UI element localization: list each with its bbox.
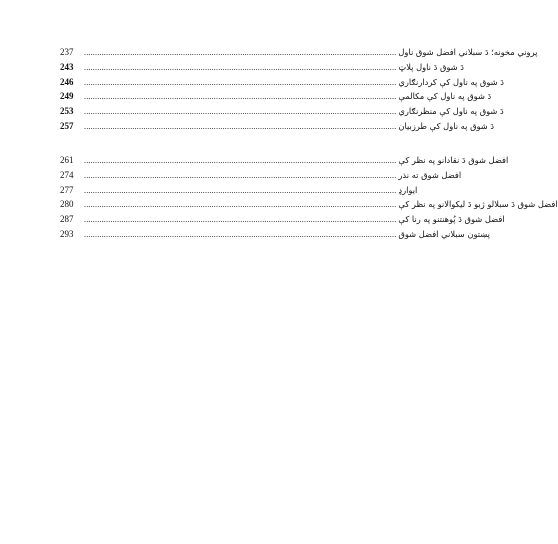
toc-entry-title: پروني مخونه؛ دَ سبلاني افضل شوق ناول xyxy=(398,47,538,57)
toc-entry[interactable] xyxy=(60,227,490,242)
toc-page-number: 293 xyxy=(60,228,74,239)
dot-leader: .............................................................................................................................................. xyxy=(84,62,397,72)
toc-entry[interactable] xyxy=(60,45,538,60)
toc-page-number: 277 xyxy=(60,184,74,195)
toc-page-number: 249 xyxy=(60,91,74,102)
toc-entry[interactable] xyxy=(60,60,464,75)
dot-leader: .............................................................................................................................................. xyxy=(84,121,397,131)
toc-entry-title: افضل شوق دَ پُوهنتنو په رنا کې xyxy=(398,214,505,225)
toc-entry[interactable] xyxy=(60,89,492,104)
toc-entry-title: دَ شوق په ناول کې کردارنګاري xyxy=(398,76,504,87)
dot-leader: .............................................................................................................................................. xyxy=(84,185,397,195)
toc-entry-title: افضل شوق ته نذر xyxy=(398,169,462,180)
toc-section-1 xyxy=(60,45,538,134)
toc-page-number: 246 xyxy=(60,76,74,87)
toc-entry[interactable] xyxy=(60,183,418,198)
dot-leader: .............................................................................................................................................. xyxy=(84,48,397,57)
toc-entry[interactable] xyxy=(60,168,462,183)
dot-leader: .............................................................................................................................................. xyxy=(84,215,397,225)
toc-page-number: 253 xyxy=(60,106,74,117)
toc-section-2 xyxy=(60,153,558,242)
toc-page-number: 287 xyxy=(60,214,74,225)
toc-entry-title: دَ شوق په ناول کې مکالمې xyxy=(398,91,492,102)
dot-leader: .............................................................................................................................................. xyxy=(84,77,397,87)
toc-entry[interactable] xyxy=(60,119,495,134)
toc-entry-title: افضل شوق دَ سبلالو ژبو دَ ليکوالانو په نظر کې xyxy=(398,199,558,210)
toc-page-number: 274 xyxy=(60,169,74,180)
dot-leader: .............................................................................................................................................. xyxy=(84,200,397,210)
toc-page-number: 257 xyxy=(60,120,74,131)
toc-entry-title: افضل شوق دَ نقادانو په نظر کې xyxy=(398,155,509,165)
toc-entry[interactable] xyxy=(60,75,504,90)
toc-entry-title: دَ شوق په ناول کې طرزبيان xyxy=(398,120,495,131)
toc-page-number: 261 xyxy=(60,155,74,165)
toc-entry-title: دَ شوق دَ ناول پلاټ xyxy=(398,61,464,72)
toc-entry-title: دَ شوق په ناول کې منظرنګاري xyxy=(398,106,504,117)
toc-page-number: 280 xyxy=(60,199,74,210)
toc-page-number: 237 xyxy=(60,47,74,57)
toc-page-number: 243 xyxy=(60,61,74,72)
dot-leader: .............................................................................................................................................. xyxy=(84,229,397,239)
toc-entry[interactable] xyxy=(60,153,509,168)
dot-leader: .............................................................................................................................................. xyxy=(84,92,397,102)
toc-entry-title: پښتون سبلاني افضل شوق xyxy=(398,228,490,239)
dot-leader: .............................................................................................................................................. xyxy=(84,107,397,117)
dot-leader: .............................................................................................................................................. xyxy=(84,170,397,180)
dot-leader: .............................................................................................................................................. xyxy=(84,156,397,165)
toc-entry[interactable] xyxy=(60,104,504,119)
toc-entry-title: ايوارډ xyxy=(398,184,418,195)
toc-entry[interactable] xyxy=(60,197,558,212)
toc-entry[interactable] xyxy=(60,212,505,227)
